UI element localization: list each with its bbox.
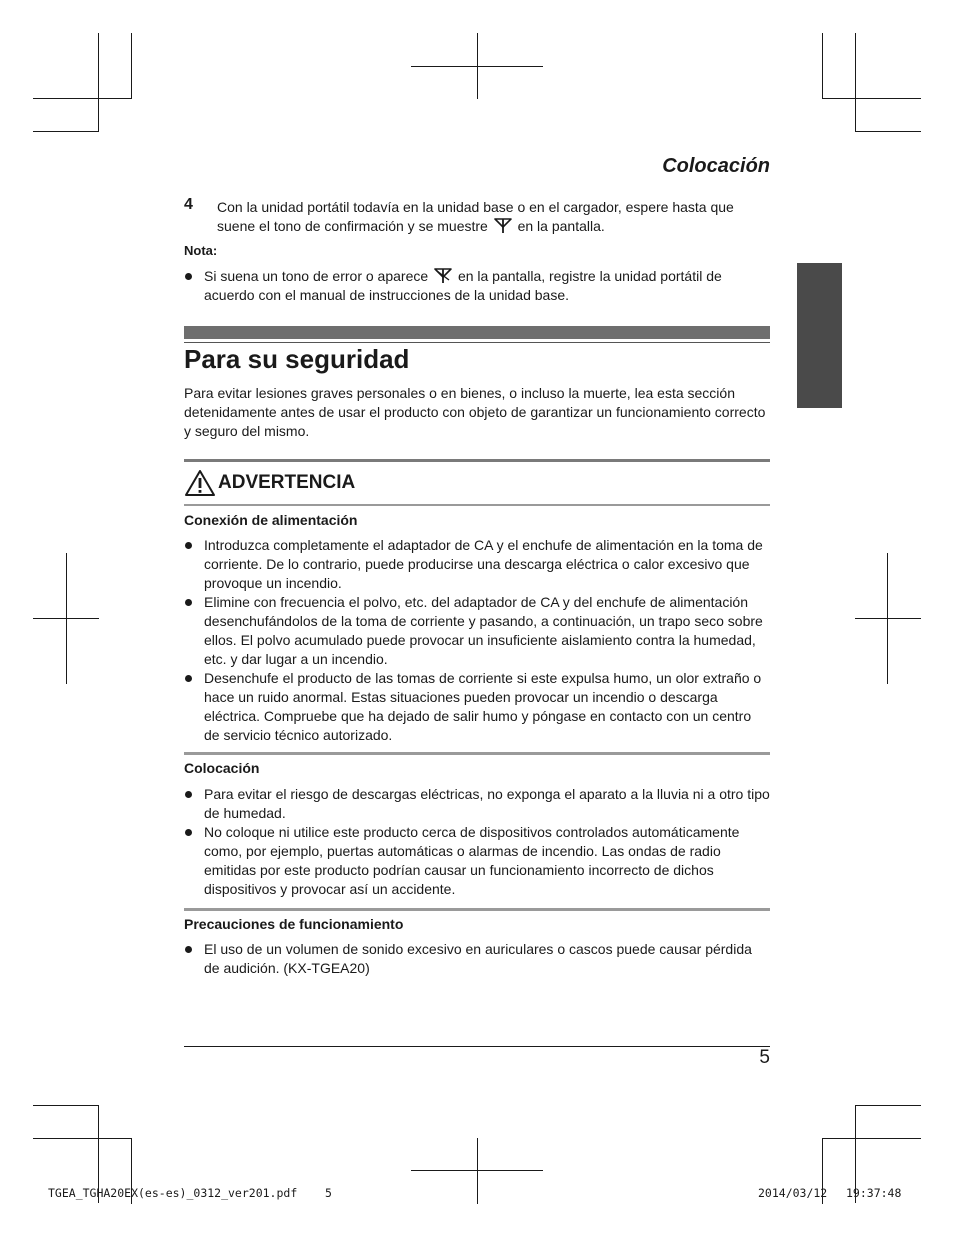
section-divider <box>184 908 770 911</box>
crop-mark <box>855 33 856 131</box>
footer-rule <box>184 1046 770 1047</box>
registration-mark <box>887 553 888 684</box>
operation-precautions-list <box>184 940 770 978</box>
bullet-icon <box>185 599 192 606</box>
section-header: Colocación <box>662 155 770 177</box>
crop-mark <box>822 98 921 99</box>
crop-mark <box>33 1105 99 1106</box>
section-heading: Precauciones de funcionamiento <box>184 916 404 932</box>
print-date: 2014/03/12 <box>758 1186 828 1200</box>
note-list <box>184 267 770 305</box>
warning-triangle-icon <box>184 469 216 497</box>
crop-mark <box>98 33 99 131</box>
power-connection-list <box>184 536 770 745</box>
bullet-icon <box>185 791 192 798</box>
print-time: 19:37:48 <box>846 1186 902 1200</box>
warning-heading <box>184 468 355 498</box>
bullet-icon <box>185 829 192 836</box>
list-item: No coloque ni utilice este producto cerca de dispositivos controlados automáticamente como, por ejemplo, puertas automáticas o alarmas de incendio. Las ondas de radio emitidas por este producto podrían causar un funcionamiento incorrecto de dichos dispositivos y provocar así un accidente. <box>184 823 770 899</box>
registration-mark <box>855 618 921 619</box>
bullet-icon <box>185 675 192 682</box>
intro-paragraph: Para evitar lesiones graves personales o en bienes, o incluso la muerte, lea esta sección detenidamente antes de usar el producto con objeto de garantizar un funcionamiento correcto y seguro del mismo. <box>184 385 766 439</box>
title-bar <box>184 326 770 339</box>
step-number: 4 <box>184 196 193 213</box>
bullet-icon <box>185 946 192 953</box>
warning-bottom-rule <box>184 504 770 506</box>
placement-list <box>184 785 770 899</box>
antenna-icon <box>494 218 512 234</box>
page-number: 5 <box>759 1047 770 1068</box>
step-text: Con la unidad portátil todavía en la unidad base o en el cargador, espere hasta que suene el tono de confirmación y se muestre en la pantalla. <box>217 199 734 234</box>
crop-mark <box>33 98 131 99</box>
list-item: Desenchufe el producto de las tomas de corriente si este expulsa humo, un olor extraño o hace un ruido anormal. Estas situaciones pueden provocar un incendio o descarga eléctrica. Compruebe que ha dejado de salir humo y póngase en contacto con un centro de servicio técnico autorizado. <box>184 669 770 745</box>
warning-top-rule <box>184 459 770 462</box>
list-item: Introduzca completamente el adaptador de CA y el enchufe de alimentación en la toma de corriente. De lo contrario, puede producirse una descarga eléctrica o calor excesivo que provoque un incendio. <box>184 536 770 593</box>
page-title: Para su seguridad <box>184 344 410 374</box>
print-file-info: TGEA_TGHA20EX(es-es)_0312_ver201.pdf 5 <box>48 1186 332 1200</box>
note-label: Nota: <box>184 243 218 258</box>
antenna-crossed-icon <box>434 268 452 284</box>
crop-mark <box>855 131 921 132</box>
crop-mark <box>33 131 99 132</box>
list-item: Elimine con frecuencia el polvo, etc. del adaptador de CA y del enchufe de alimentación desenchufándolos de la toma de corriente y pasando, a continuación, un trapo seco sobre ellos. El polvo acumulado puede provocar un insuficiente aislamiento contra la humedad, etc. y dar lugar a un incendio. <box>184 593 770 669</box>
crop-mark <box>822 33 823 99</box>
registration-mark <box>477 1138 478 1204</box>
bullet-icon <box>185 273 192 280</box>
bullet-icon <box>185 542 192 549</box>
section-heading: Conexión de alimentación <box>184 512 358 528</box>
list-item: Si suena un tono de error o aparece en la pantalla, registre la unidad portátil de acuerdo con el manual de instrucciones de la unidad base. <box>184 267 770 305</box>
list-item: Para evitar el riesgo de descargas eléctricas, no exponga el aparato a la lluvia ni a otro tipo de humedad. <box>184 785 770 823</box>
section-heading: Colocación <box>184 760 260 776</box>
section-divider <box>184 752 770 755</box>
crop-mark <box>33 1138 131 1139</box>
chapter-thumb-tab <box>797 263 842 408</box>
registration-mark <box>477 33 478 99</box>
crop-mark <box>855 1105 921 1106</box>
crop-mark <box>822 1138 921 1139</box>
warning-label: ADVERTENCIA <box>218 472 356 493</box>
crop-mark <box>131 33 132 99</box>
registration-mark <box>66 553 67 684</box>
title-underline <box>184 342 770 343</box>
list-item: El uso de un volumen de sonido excesivo en auriculares o cascos puede causar pérdida de audición. (KX-TGEA20) <box>184 940 770 978</box>
